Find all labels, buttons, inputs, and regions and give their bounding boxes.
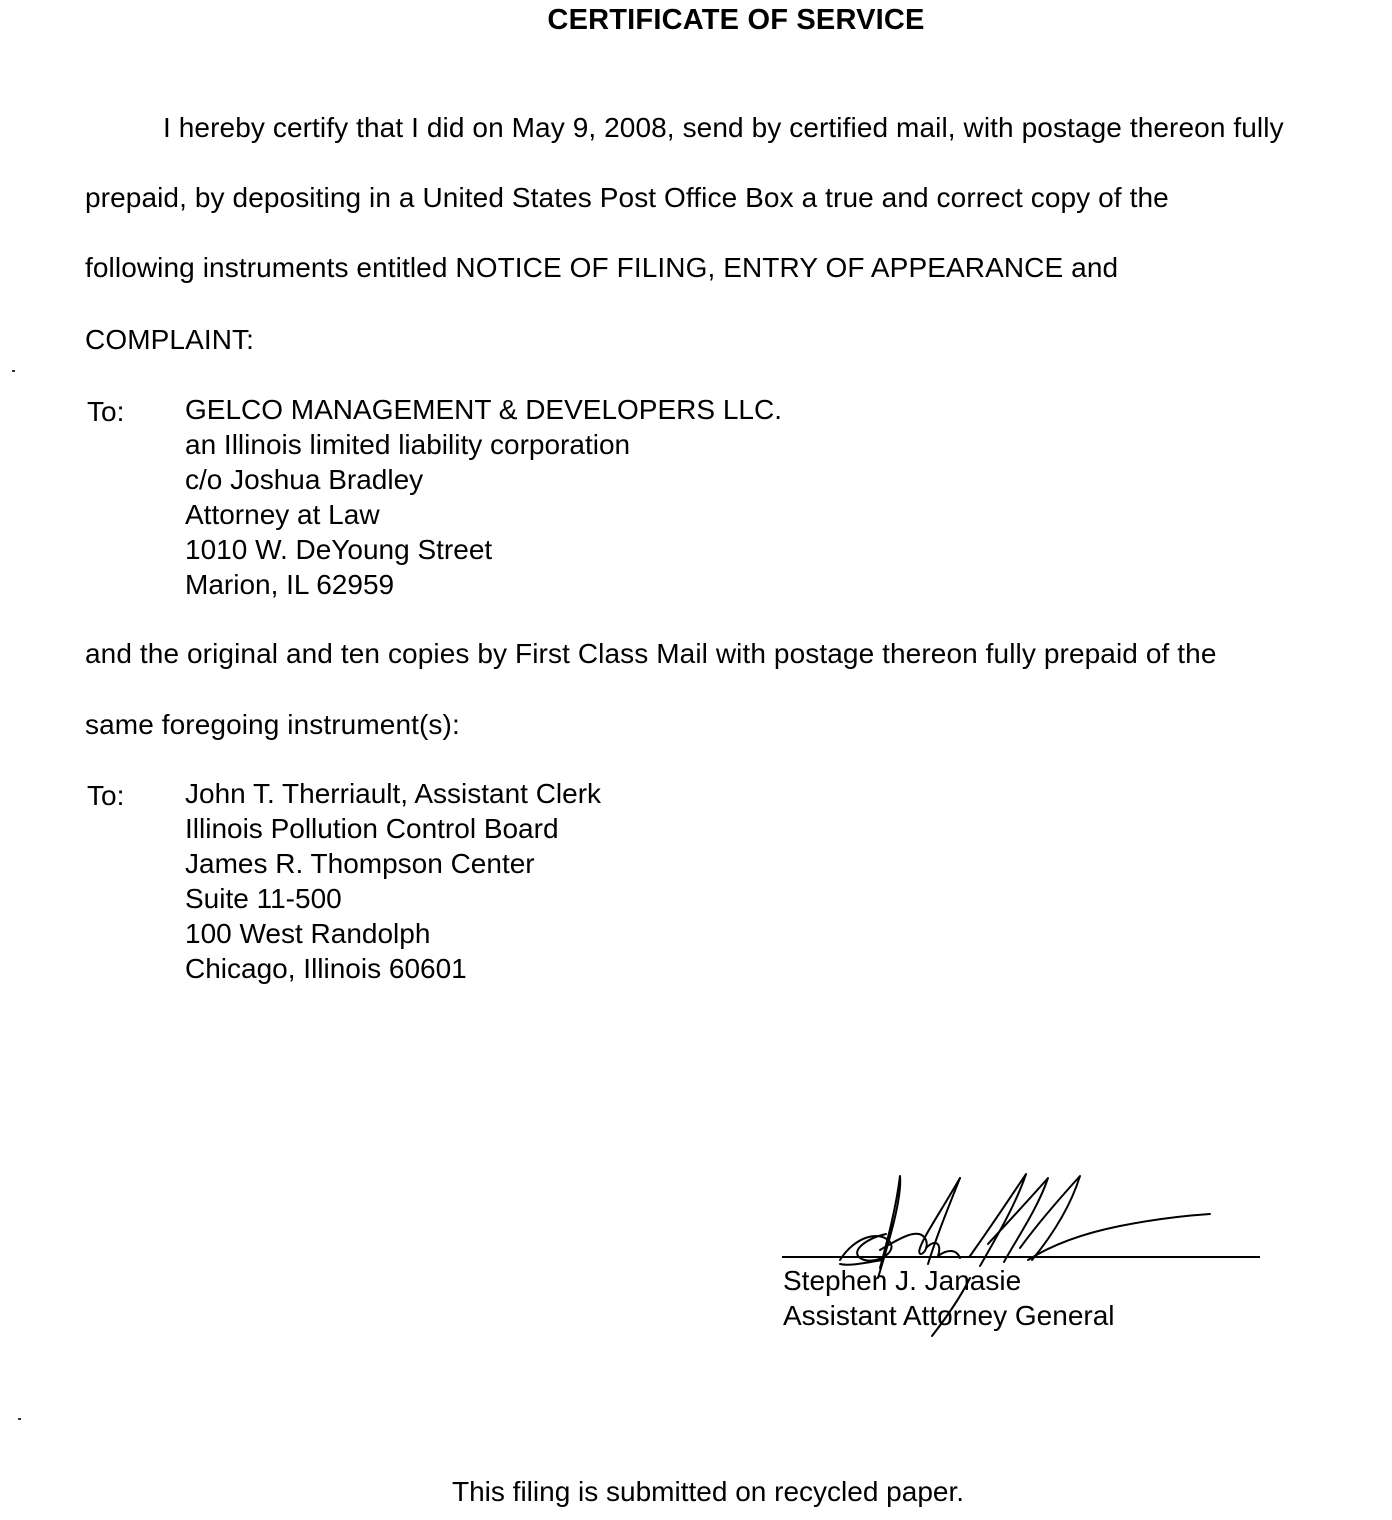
scan-speck [18,1418,21,1420]
footer-note: This filing is submitted on recycled paper. [452,1476,965,1507]
recipient2-label: To: [87,780,125,811]
handwritten-signature [820,1168,1220,1338]
recipient1-line: GELCO MANAGEMENT & DEVELOPERS LLC. [185,394,782,425]
recipient1-label: To: [87,396,125,427]
recipient1-address [185,392,782,602]
recipient2-line: 100 West Randolph [185,918,431,949]
scan-speck [12,370,15,372]
recipient1-line: Marion, IL 62959 [185,569,395,600]
recipient2-line: Chicago, Illinois 60601 [185,953,467,984]
recipient1-line: an Illinois limited liability corporation [185,429,631,460]
paragraph1-line-3: following instruments entitled NOTICE OF FILING, ENTRY OF APPEARANCE and [85,252,1119,283]
document-title: CERTIFICATE OF SERVICE [547,4,925,36]
paragraph1-line-2: prepaid, by depositing in a United States Post Office Box a true and correct copy of the [85,182,1169,213]
paragraph2-line-2: same foregoing instrument(s): [85,709,460,740]
recipient2-line: Suite 11-500 [185,883,342,914]
paragraph1-line-1: I hereby certify that I did on May 9, 2008, send by certified mail, with postage thereon fully [163,112,1284,143]
signer-name: Stephen J. Janasie [783,1265,1022,1296]
recipient2-address [185,776,601,986]
signer-title: Assistant Attorney General [783,1300,1115,1331]
paragraph2-line-1: and the original and ten copies by First Class Mail with postage thereon fully prepaid of the [85,638,1217,669]
recipient2-line: Illinois Pollution Control Board [185,813,559,844]
paragraph1-line-4: COMPLAINT: [85,324,255,355]
recipient1-line: 1010 W. DeYoung Street [185,534,493,565]
recipient2-line: John T. Therriault, Assistant Clerk [185,778,602,809]
recipient1-line: c/o Joshua Bradley [185,464,424,495]
recipient2-line: James R. Thompson Center [185,848,535,879]
recipient1-line: Attorney at Law [185,499,380,530]
